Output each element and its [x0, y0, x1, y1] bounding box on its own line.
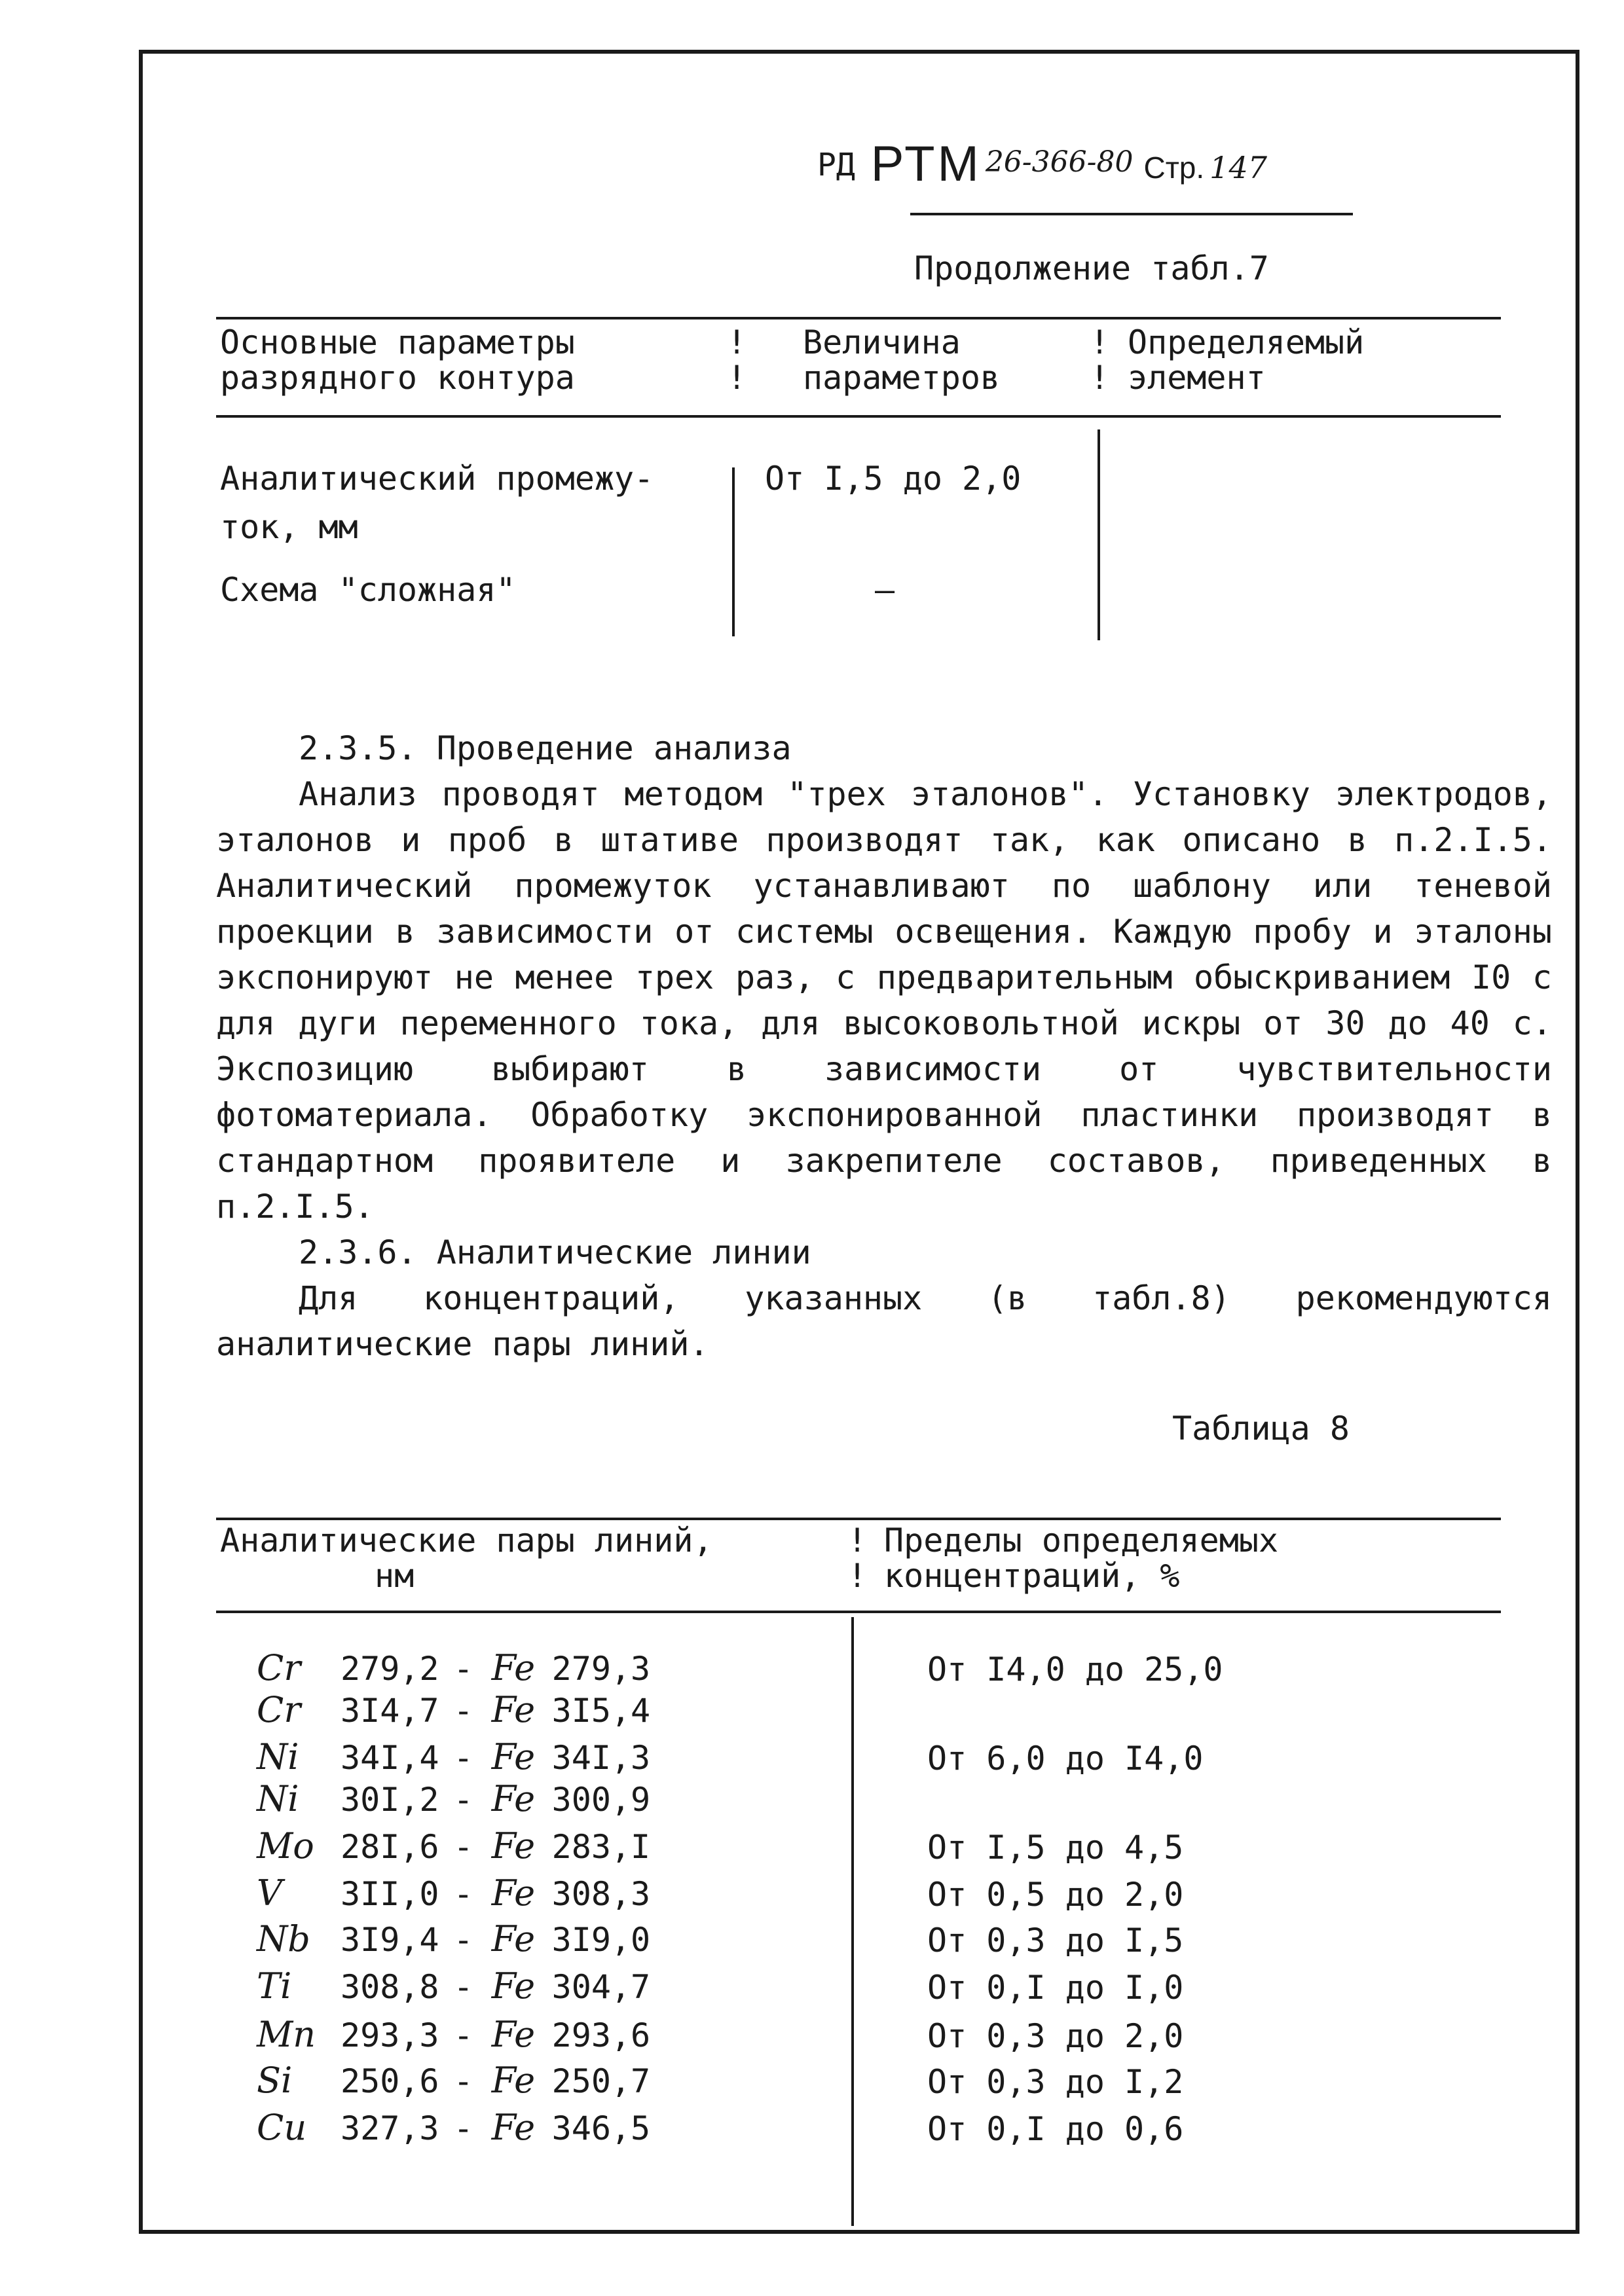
table8-row	[257, 2060, 650, 2102]
body-text	[216, 725, 1552, 1367]
header-code: РТМ	[870, 136, 982, 192]
element-symbol: Cu	[257, 2107, 307, 2148]
paragraph: Для концентраций, указанных (в табл.8) рекомендуются аналитические пары линий.	[216, 1279, 1552, 1363]
header-page-label: Стр.	[1143, 151, 1205, 185]
table7-header-sep: ! !	[1090, 323, 1110, 397]
pair-dash: -	[453, 1692, 473, 1730]
table7-header-value: Величина параметров	[803, 323, 1001, 397]
pair-dash: -	[453, 1781, 473, 1819]
table7-header-rule	[216, 415, 1501, 418]
section-heading: 2.3.6. Аналитические линии	[299, 1233, 811, 1271]
concentration-range: От 0,3 до 2,0	[927, 2017, 1184, 2055]
iron-line: 279,3	[551, 1650, 651, 1688]
table8-column-divider	[851, 1617, 854, 2226]
table8-caption: Таблица 8	[1172, 1410, 1350, 1448]
iron-symbol: Fe	[491, 1825, 536, 1867]
concentration-range: От 0,I до 0,6	[927, 2110, 1184, 2148]
table8-header-line: Аналитические пары линий,	[220, 1522, 713, 1559]
table8-row	[257, 2107, 650, 2149]
pair-dash: -	[453, 1921, 473, 1959]
element-line: 308,8	[341, 1968, 439, 2006]
concentration-range: От I4,0 до 25,0	[927, 1650, 1223, 1688]
concentration-range: От 0,3 до I,2	[927, 2063, 1184, 2101]
element-symbol: Cr	[257, 1647, 301, 1688]
element-line: 30I,2	[341, 1781, 439, 1819]
table8-row	[257, 2014, 650, 2056]
iron-symbol: Fe	[491, 1736, 536, 1777]
pair-dash: -	[453, 1828, 473, 1866]
table8-header-rule	[216, 1611, 1501, 1613]
header-number: 26-366-80	[985, 145, 1134, 179]
iron-line: 34I,3	[551, 1739, 651, 1777]
iron-line: 283,I	[551, 1828, 651, 1866]
table7-header-element: Определяемый элемент	[1128, 323, 1365, 397]
iron-line: 300,9	[551, 1781, 651, 1819]
table8-row	[257, 1918, 650, 1961]
iron-symbol: Fe	[491, 2107, 536, 2148]
table8-row	[257, 1647, 650, 1690]
table8-row	[257, 1778, 650, 1821]
header-prefix: РД	[817, 147, 855, 183]
table7-header-sep: ! !	[727, 323, 747, 397]
iron-symbol: Fe	[491, 1778, 536, 1819]
element-line: 3I4,7	[341, 1692, 439, 1730]
iron-line: 304,7	[551, 1968, 651, 2006]
element-line: 34I,4	[341, 1739, 439, 1777]
table7-row-param: Аналитический промежу- ток, мм	[220, 460, 654, 546]
table8-header-lines	[220, 1523, 875, 1594]
iron-symbol: Fe	[491, 2014, 536, 2055]
element-symbol: Ni	[257, 1778, 299, 1819]
element-symbol: Si	[257, 2060, 293, 2101]
pair-dash: -	[453, 2109, 473, 2147]
iron-line: 250,7	[551, 2062, 651, 2100]
iron-symbol: Fe	[491, 1918, 536, 1959]
header-underline	[910, 213, 1353, 215]
header-page-number: 147	[1209, 150, 1267, 185]
table8-row	[257, 1736, 650, 1779]
iron-line: 3I5,4	[551, 1692, 651, 1730]
iron-line: 346,5	[551, 2109, 651, 2147]
pair-dash: -	[453, 2016, 473, 2054]
element-symbol: Ni	[257, 1736, 299, 1777]
element-symbol: Nb	[257, 1918, 310, 1959]
table8-row	[257, 1872, 650, 1915]
table8-header-range: Пределы определяемых концентраций, %	[884, 1522, 1279, 1595]
paragraph: Анализ проводят методом "трех эталонов". Установку электродов, эталонов и проб в штативе производят так, как описано в п.2.I.5. Аналитический промежуток устанавливают по шаблону или теневой проекции в зависимости от системы освещения. Каждую пробу и эталоны экспонируют не менее трех раз, с предварительным обыскриванием I0 с для дуги переменного тока, для высоковольтной искры от 30 до 40 с. Экспозицию выбирают в зависимости от чувствительности фотоматериала. Обработку экспонированной пластинки производят в стандартном проявителе и закрепителе составов, приведенных в п.2.I.5.	[216, 775, 1552, 1226]
table7-caption: Продолжение табл.7	[914, 249, 1269, 287]
element-line: 293,3	[341, 2016, 439, 2054]
iron-line: 308,3	[551, 1875, 651, 1913]
iron-line: 293,6	[551, 2016, 651, 2054]
pair-dash: -	[453, 2062, 473, 2100]
table8-row	[257, 1825, 650, 1868]
element-line: 279,2	[341, 1650, 439, 1688]
iron-line: 3I9,0	[551, 1921, 651, 1959]
table7-header-param: Основные параметры разрядного контура	[220, 323, 575, 397]
element-symbol: Mo	[257, 1825, 314, 1867]
table8-header-line: нм	[375, 1557, 415, 1595]
element-symbol: Ti	[257, 1965, 292, 2007]
table7-top-rule	[216, 317, 1501, 319]
concentration-range: От 0,I до I,0	[927, 1969, 1184, 2007]
iron-symbol: Fe	[491, 1872, 536, 1914]
table8-header-sep: ! !	[847, 1522, 868, 1595]
table7-column-divider	[732, 467, 735, 636]
table7-row-param: Схема "сложная"	[220, 571, 516, 609]
concentration-range: От 0,3 до I,5	[927, 1922, 1184, 1959]
section-heading: 2.3.5. Проведение анализа	[299, 729, 792, 767]
element-line: 250,6	[341, 2062, 439, 2100]
table7-row-value: –	[875, 571, 895, 609]
table7-row-value: От I,5 до 2,0	[765, 460, 1022, 498]
concentration-range: От 0,5 до 2,0	[927, 1876, 1184, 1914]
table8-row	[257, 1965, 650, 2008]
iron-symbol: Fe	[491, 1689, 536, 1730]
pair-dash: -	[453, 1739, 473, 1777]
element-line: 28I,6	[341, 1828, 439, 1866]
table7-column-divider	[1098, 429, 1100, 640]
table8-top-rule	[216, 1518, 1501, 1520]
iron-symbol: Fe	[491, 1965, 536, 2007]
pair-dash: -	[453, 1968, 473, 2006]
element-symbol: Cr	[257, 1689, 301, 1730]
element-symbol: V	[257, 1872, 282, 1914]
iron-symbol: Fe	[491, 2060, 536, 2101]
concentration-range: От I,5 до 4,5	[927, 1829, 1184, 1867]
pair-dash: -	[453, 1650, 473, 1688]
element-symbol: Mn	[257, 2014, 316, 2055]
pair-dash: -	[453, 1875, 473, 1913]
iron-symbol: Fe	[491, 1647, 536, 1688]
concentration-range: От 6,0 до I4,0	[927, 1740, 1204, 1777]
document-header	[817, 134, 1267, 194]
element-line: 3II,0	[341, 1875, 439, 1913]
element-line: 3I9,4	[341, 1921, 439, 1959]
element-line: 327,3	[341, 2109, 439, 2147]
table8-row	[257, 1689, 650, 1732]
table8-header-lines-text	[220, 1523, 875, 1594]
